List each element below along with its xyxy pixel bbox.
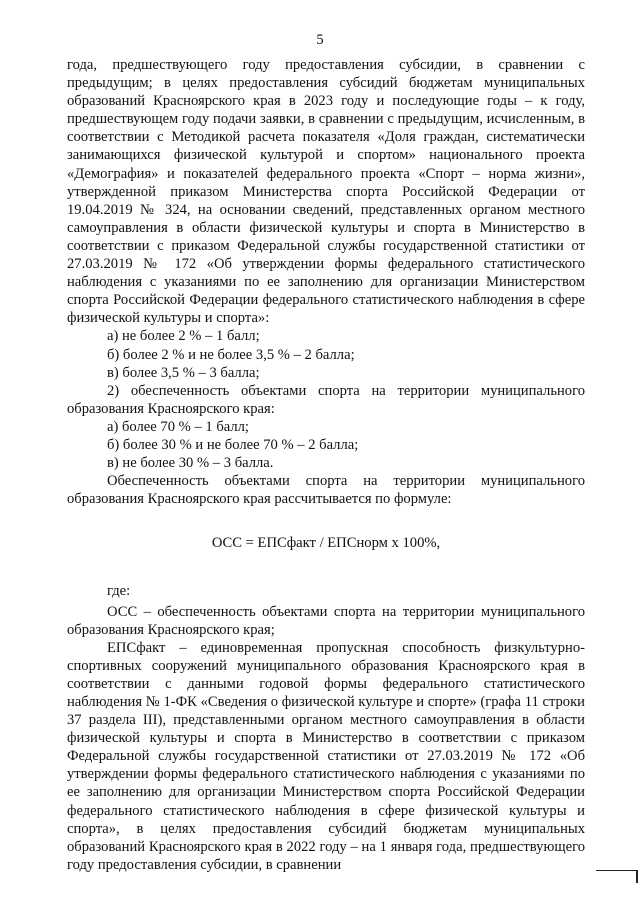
criterion-item: б) более 30 % и не более 70 % – 2 балла; — [107, 436, 359, 453]
page-number: 5 — [316, 32, 324, 48]
criterion-item: б) более 2 % и не более 3,5 % – 2 балла; — [107, 346, 355, 363]
paragraph-continuation: года, предшествующего году предоставления субсидии, в сравнении с предыдущим; в целях предоставления субсидий бюджетам муниципальных образований Красноярского края в 2023 году и последующие годы – к году, предшествующем году подачи заявки, в сравнении с предыдущим, исчисленным, в соответствии с Методикой расчета показателя «Доля граждан, систематически занимающихся физической культурой и спортом» национального проекта «Демография» и показателей федерального проекта «Спорт – норма жизни», утвержденной приказом Министерства спорта Российской Федерации от 19.04.2019 № 324, на основании сведений, представленных органом местного самоуправления в области физической культуры и спорта в Министерство в соответствии с приказом Федеральной службы государственной статистики от 27.03.2019 № 172 «Об утверждении формы федерального статистического наблюдения с указаниями по ее заполнению для организации Министерством спорта Российской Федерации федерального статистического наблюдения в сфере физической культуры и спорта»: — [67, 57, 585, 327]
criterion-heading: 2) обеспеченность объектами спорта на территории муниципального образования Красноярского края: — [67, 382, 585, 417]
criterion-item: в) не более 30 % – 3 балла. — [107, 455, 274, 472]
formula-intro: Обеспеченность объектами спорта на территории муниципального образования Красноярского края рассчитывается по формуле: — [67, 473, 585, 508]
formula: ОСС = ЕПСфакт / ЕПСнорм x 100%, — [211, 535, 441, 552]
criterion-item: а) более 70 % – 1 балл; — [107, 418, 249, 435]
definition-oss: ОСС – обеспеченность объектами спорта на территории муниципального образования Красноярского края; — [67, 603, 585, 638]
document-body — [67, 56, 585, 874]
scan-corner-mark — [596, 870, 638, 883]
where-label: где: — [107, 583, 131, 600]
definition-eps-fact: ЕПСфакт – единовременная пропускная способность физкультурно-спортивных сооружений муниципального образования Красноярского края в соответствии с данными годовой формы федерального статистического наблюдения № 1-ФК «Сведения о физической культуре и спорте» (графа 11 строки 37 раздела III), представленными органом местного самоуправления в области физической культуры и спорта в Министерство в соответствии с приказом Федеральной службы государственной статистики от 27.03.2019 № 172 «Об утверждении формы федерального статистического наблюдения с указаниями по ее заполнению для организации Министерством спорта Российской Федерации федерального статистического наблюдения в сфере физической культуры и спорта», в целях предоставления субсидий бюджетам муниципальных образований Красноярского края в 2022 году – на 1 января года, предшествующего году предоставления субсидии, в сравнении — [67, 639, 585, 873]
criterion-item: в) более 3,5 % – 3 балла; — [107, 364, 260, 381]
criterion-item: а) не более 2 % – 1 балл; — [107, 328, 260, 345]
